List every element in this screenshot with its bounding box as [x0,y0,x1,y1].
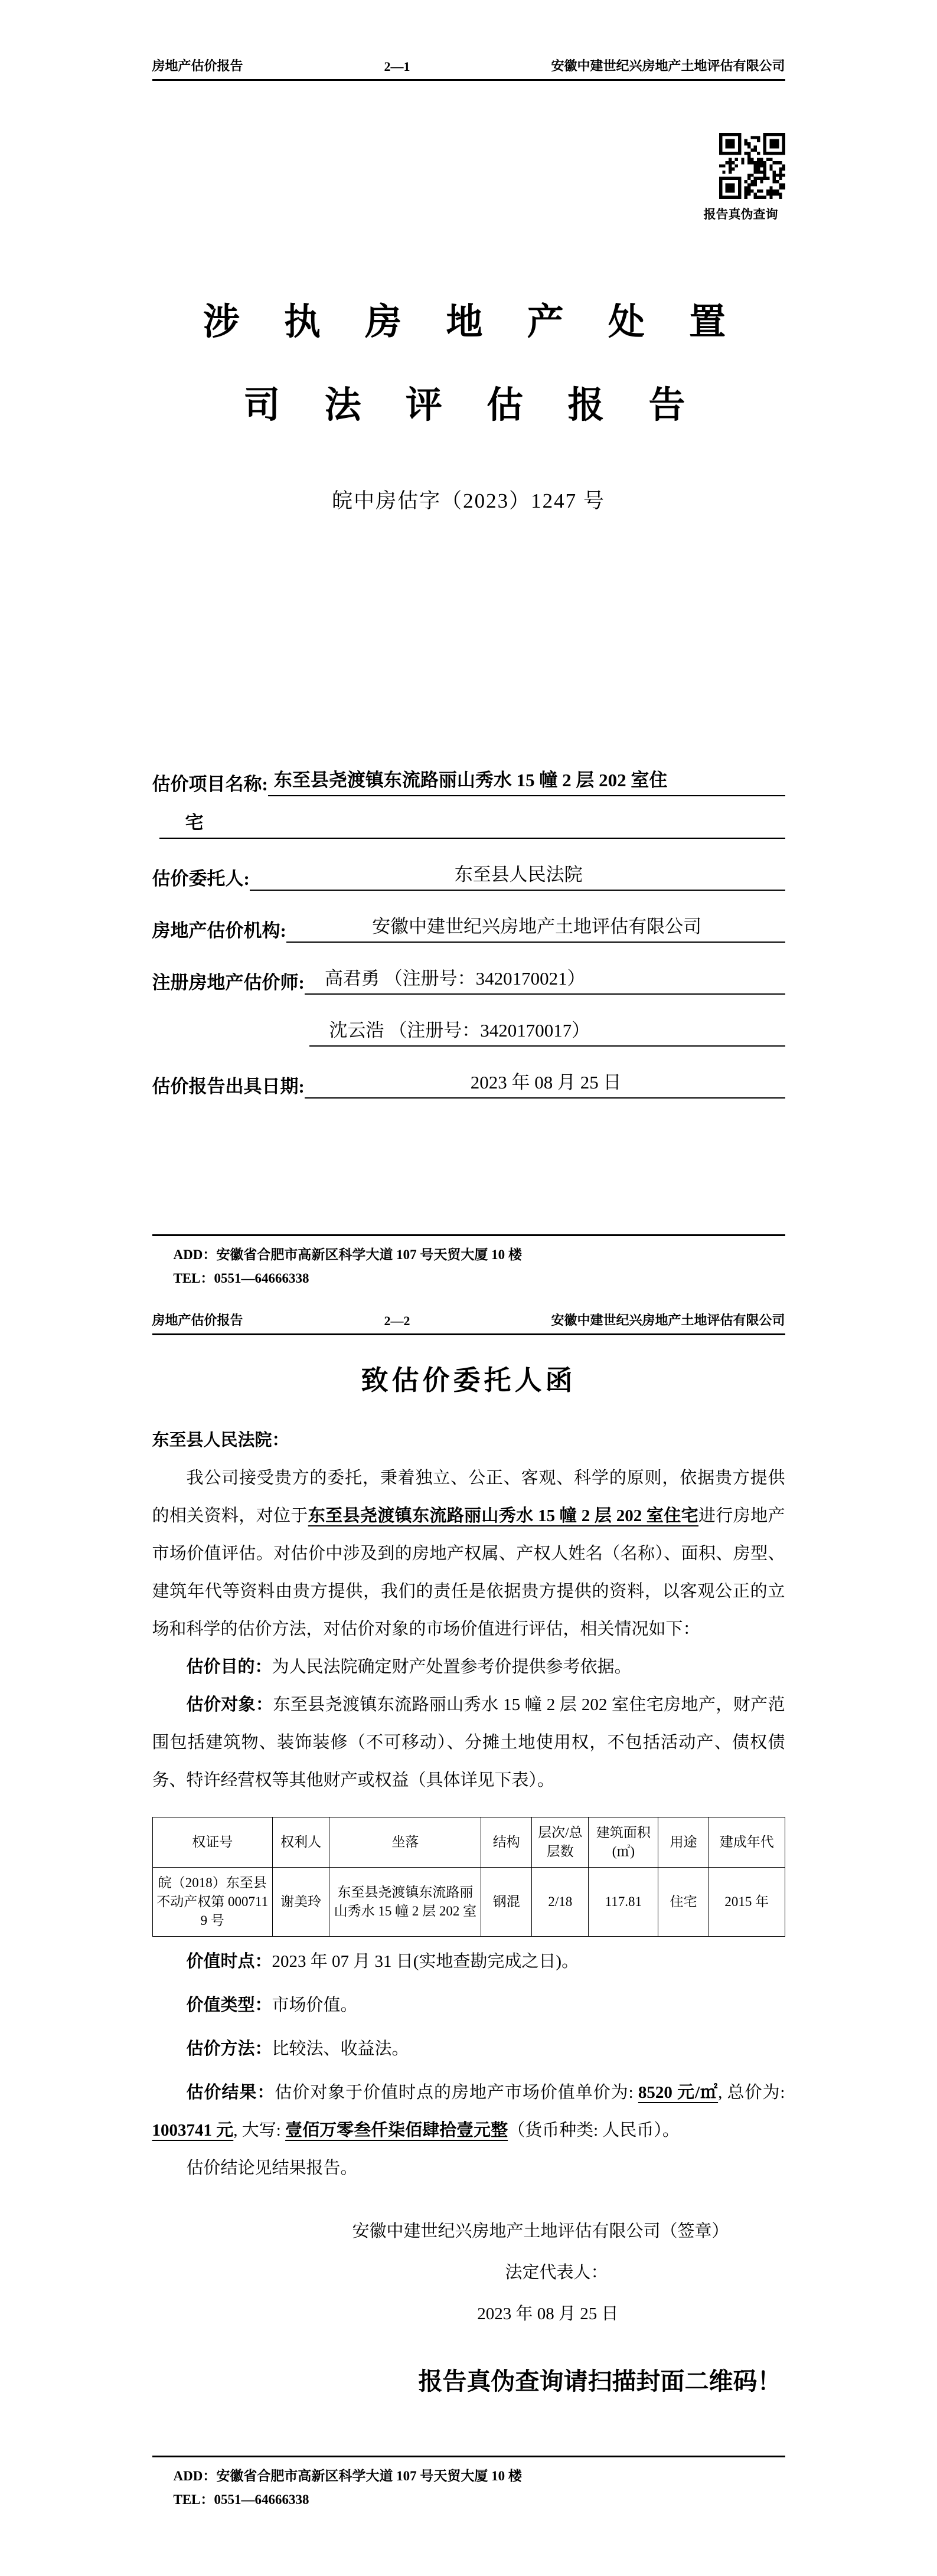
header-doc-type: 房地产估价报告 [152,58,243,73]
purpose-paragraph [152,1648,785,1686]
header-doc-type: 房地产估价报告 [152,1313,243,1328]
footer-telephone: TEL：0551—64666338 [173,2492,309,2507]
qr-caption: 报告真伪查询 [703,207,778,221]
signature-block [152,2211,785,2335]
cell-area: 117.81 [589,1868,658,1937]
signature-company: 安徽中建世纪兴房地产土地评估有限公司（签章） [352,2222,729,2241]
col-owner: 权利人 [272,1817,329,1868]
intro-property-highlight: 东至县尧渡镇东流路丽山秀水 15 幢 2 层 202 室住宅 [308,1506,699,1525]
form-row-client [152,839,785,891]
value-type-text: 市场价值。 [272,1996,358,2015]
table-header-row [152,1817,785,1868]
result-label: 估价结果： [186,2083,275,2102]
project-name-value: 东至县尧渡镇东流路丽山秀水 15 幢 2 层 202 室住 [268,769,785,796]
report-date-value: 2023 年 08 月 25 日 [305,1071,785,1099]
footer-address: ADD：安徽省合肥市高新区科学大道 107 号天贸大厦 10 楼 [173,1247,522,1262]
client-value: 东至县人民法院 [250,864,785,891]
report-date-label: 估价报告出具日期: [152,1076,305,1097]
purpose-label: 估价目的： [186,1658,272,1676]
purpose-text: 为人民法院确定财产处置参考价提供参考依据。 [272,1658,632,1676]
cell-location: 东至县尧渡镇东流路丽山秀水 15 幢 2 层 202 室 [329,1868,481,1937]
report-doc-number: 皖中房估字（2023）1247 号 [332,489,605,512]
qr-block [152,133,785,223]
page2-footer [152,2456,785,2512]
value-date-text: 2023 年 07 月 31 日(实地查勘完成之日)。 [272,1952,579,1971]
signature-legal-rep: 法定代表人： [505,2263,608,2282]
letter-title: 致估价委托人函 [361,1365,576,1395]
cell-year-built: 2015 年 [709,1868,785,1937]
object-paragraph [152,1686,785,1799]
col-structure: 结构 [481,1817,532,1868]
col-year-built: 建成年代 [709,1817,785,1868]
property-table [152,1817,785,1937]
intro-pre: 我公司接受贵方的委托，秉着独立、公正、客观、科学的原则，依据贵方提供的相关资料，对位于 [152,1469,785,1525]
result-part4: （货币种类: 人民币）。 [508,2121,680,2140]
header-page-number: 2—2 [384,1313,410,1328]
form-row-project-name [152,749,785,796]
value-type-paragraph [152,1986,785,2024]
conclusion-paragraph: 估价结论见结果报告。 [186,2159,358,2178]
report-title-line2: 司 法 评 估 报 告 [243,385,694,426]
col-use: 用途 [658,1817,709,1868]
form-row-appraiser-1 [152,943,785,995]
form-row-project-name-cont [152,796,785,839]
table-data-row [152,1868,785,1937]
letter-page [152,1290,785,2512]
object-label: 估价对象： [186,1695,273,1714]
cell-owner: 谢美玲 [272,1868,329,1937]
header-company-name: 安徽中建世纪兴房地产土地评估有限公司 [551,58,785,73]
method-text: 比较法、收益法。 [272,2039,409,2058]
result-total-price: 1003741 元 [152,2121,234,2140]
method-label: 估价方法： [186,2039,272,2058]
result-amount-capital: 壹佰万零叁仟柒佰肆拾壹元整 [285,2121,508,2140]
form-row-appraiser-2 [152,995,785,1047]
header-company-name: 安徽中建世纪兴房地产土地评估有限公司 [551,1313,785,1328]
result-paragraph [152,2074,785,2149]
appraiser-2-value: 沈云浩 （注册号：3420170017） [309,1019,785,1047]
appraiser-label: 注册房地产估价师: [152,972,305,993]
value-type-label: 价值类型： [186,1996,272,2015]
cover-form [152,749,785,1099]
cell-floor: 2/18 [532,1868,589,1937]
page2-running-header [152,1290,785,1335]
agency-value: 安徽中建世纪兴房地产土地评估有限公司 [286,916,785,943]
col-location: 坐落 [329,1817,481,1868]
method-paragraph [152,2030,785,2068]
page1-footer [152,1234,785,1290]
result-unit-price: 8520 元/㎡ [638,2083,719,2102]
intro-paragraph [152,1459,785,1648]
page1-running-header [152,0,785,81]
qr-code-icon [719,133,785,199]
value-date-label: 价值时点： [186,1952,272,1971]
form-row-agency [152,891,785,943]
project-name-value-continued: 宅 [159,812,785,839]
object-text: 东至县尧渡镇东流路丽山秀水 15 幢 2 层 202 室住宅房地产，财产范围包括建筑物、装饰装修（不可移动）、分摊土地使用权，不包括活动产、债权债务、特许经营权等其他财产或权益（具体详见下表）。 [152,1695,785,1790]
footer-telephone: TEL：0551—64666338 [173,1271,309,1286]
project-name-label: 估价项目名称: [152,774,268,795]
col-area: 建筑面积(㎡) [589,1817,658,1868]
result-part3: , 大写: [233,2121,286,2140]
header-page-number: 2—1 [384,59,410,74]
value-date-paragraph [152,1943,785,1980]
cell-structure: 钢混 [481,1868,532,1937]
cell-use: 住宅 [658,1868,709,1937]
agency-label: 房地产估价机构: [152,920,286,942]
signature-date: 2023 年 08 月 25 日 [477,2304,619,2323]
form-row-report-date [152,1047,785,1099]
col-floor: 层次/总层数 [532,1817,589,1868]
intro-post: 进行房地产市场价值评估。对估价中涉及到的房地产权属、产权人姓名（名称）、面积、房型、建筑年代等资料由贵方提供，我们的责任是依据贵方提供的资料，以客观公正的立场和科学的估价方法，对估价对象的市场价值进行评估，相关情况如下： [152,1506,785,1639]
cell-cert-no: 皖（2018）东至县不动产权第 0007119 号 [152,1868,272,1937]
col-cert-no: 权证号 [152,1817,272,1868]
appraiser-1-value: 高君勇 （注册号：3420170021） [305,967,785,995]
result-part2: , 总价为: [718,2083,785,2102]
letter-salutation: 东至县人民法院： [152,1431,289,1450]
client-label: 估价委托人: [152,868,250,890]
report-cover-page [152,0,785,1290]
result-part1: 估价对象于价值时点的房地产市场价值单价为: [275,2083,638,2102]
scan-qr-note: 报告真伪查询请扫描封面二维码！ [418,2368,782,2395]
footer-address: ADD：安徽省合肥市高新区科学大道 107 号天贸大厦 10 楼 [173,2469,522,2483]
report-title-line1: 涉 执 房 地 产 处 置 [203,302,734,342]
